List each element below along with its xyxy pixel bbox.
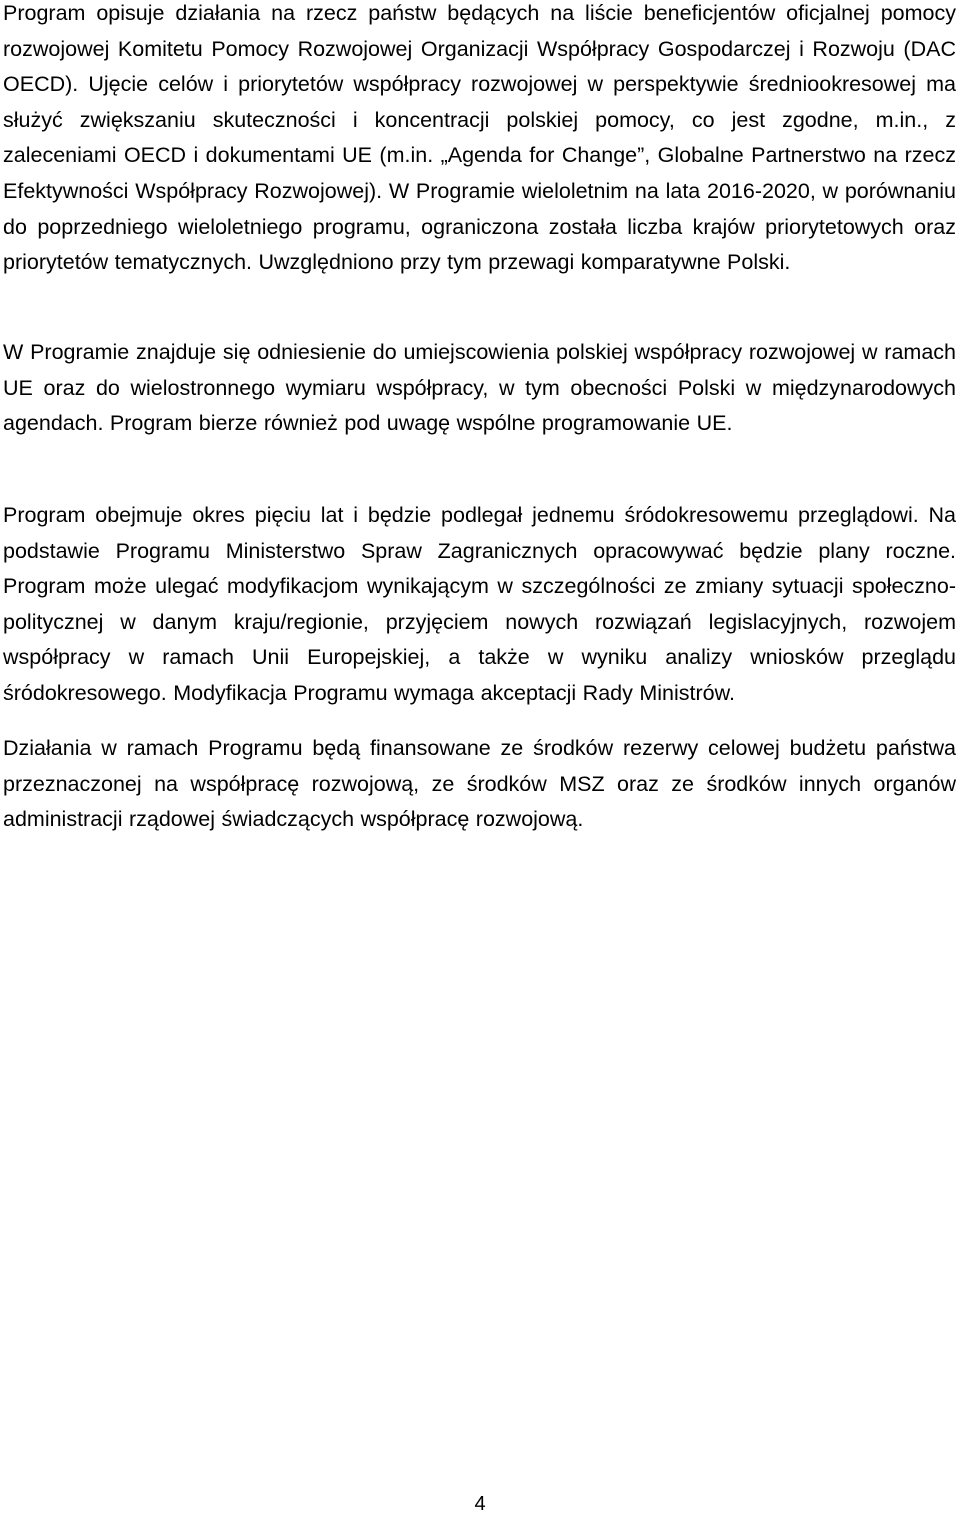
paragraph-program-period: Program obejmuje okres pięciu lat i będzie podlegał jednemu śródokresowemu przeglądowi. Na podstawie Programu Ministerstwo Spraw Zagranicznych opracowywać będzie plany roczne. Program może ulegać modyfikacjom wynikającym w szczególności ze zmiany sytuacji społeczno-politycznej w danym kraju/regionie, przyjęciem nowych rozwiązań legislacyjnych, rozwojem współpracy w ramach Unii Europejskiej, a także w wyniku analizy wniosków przeglądu śródokresowego. Modyfikacja Programu wymaga akceptacji Rady Ministrów.: [3, 503, 956, 705]
page-number: 4: [474, 1493, 486, 1515]
paragraph-eu-context: W Programie znajduje się odniesienie do umiejscowienia polskiej współpracy rozwojowej w ramach UE oraz do wielostronnego wymiaru współpracy, w tym obecności Polski w międzynarodowych agendach. Program bierze również pod uwagę wspólne programowanie UE.: [3, 340, 956, 436]
paragraph-financing: Działania w ramach Programu będą finansowane ze środków rezerwy celowej budżetu państwa przeznaczonej na współpracę rozwojową, ze środków MSZ oraz ze środków innych organów administracji rządowej świadczących współpracę rozwojową.: [3, 736, 956, 832]
paragraph-program-description: Program opisuje działania na rzecz państw będących na liście beneficjentów oficjalnej pomocy rozwojowej Komitetu Pomocy Rozwojowej Organizacji Współpracy Gospodarczej i Rozwoju (DAC OECD). Ujęcie celów i priorytetów współpracy rozwojowej w perspektywie średniookresowej ma służyć zwiększaniu skuteczności i koncentracji polskiej pomocy, co jest zgodne, m.in., z zaleceniami OECD i dokumentami UE (m.in. „Agenda for Change”, Globalne Partnerstwo na rzecz Efektywności Współpracy Rozwojowej). W Programie wieloletnim na lata 2016-2020, w porównaniu do poprzedniego wieloletniego programu, ograniczona została liczba krajów priorytetowych oraz priorytetów tematycznych. Uwzględniono przy tym przewagi komparatywne Polski.: [3, 1, 956, 275]
